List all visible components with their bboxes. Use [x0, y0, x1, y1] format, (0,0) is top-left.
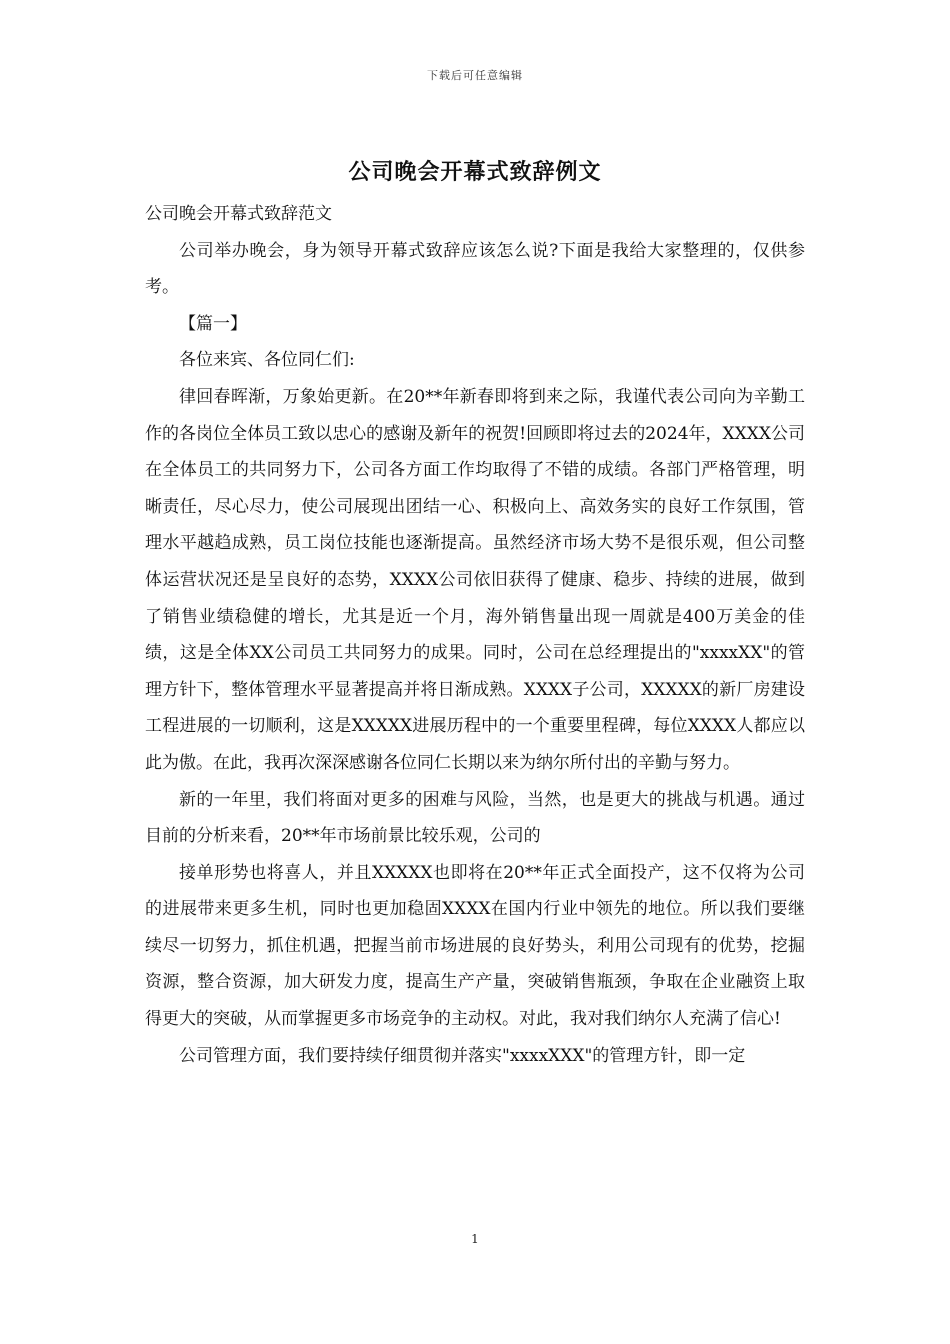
document-title: 公司晚会开幕式致辞例文 — [348, 159, 602, 185]
document-body — [145, 196, 805, 1074]
page-number: 1 — [471, 1232, 479, 1246]
section-heading: 【篇一】 — [179, 313, 247, 334]
page-header-note: 下载后可任意编辑 — [427, 69, 523, 82]
body-paragraph: 新的一年里，我们将面对更多的困难与风险，当然，也是更大的挑战与机遇。通过目前的分析来看，20**年市场前景比较乐观，公司的 — [145, 789, 805, 847]
salutation: 各位来宾、各位同仁们: — [179, 350, 355, 371]
body-paragraph: 接单形势也将喜人，并且XXXXX也即将在20**年正式全面投产，这不仅将为公司的进展带来更多生机，同时也更加稳固XXXX在国内行业中领先的地位。所以我们要继续尽一切努力，抓住机遇，把握当前市场进展的良好势头，利用公司现有的优势，挖掘资源，整合资源，加大研发力度，提高生产产量，突破销售瓶颈，争取在企业融资上取得更大的突破，从而掌握更多市场竞争的主动权。对此，我对我们纳尔人充满了信心! — [145, 862, 805, 1030]
document-subtitle: 公司晚会开幕式致辞范文 — [145, 204, 332, 224]
intro-paragraph: 公司举办晚会，身为领导开幕式致辞应该怎么说?下面是我给大家整理的，仅供参考。 — [145, 240, 805, 298]
body-paragraph: 律回春晖渐，万象始更新。在20**年新春即将到来之际，我谨代表公司向为辛勤工作的各岗位全体员工致以忠心的感谢及新年的祝贺!回顾即将过去的2024年，XXXX公司在全体员工的共同努力下，公司各方面工作均取得了不错的成绩。各部门严格管理，明晰责任，尽心尽力，使公司展现出团结一心、积极向上、高效务实的良好工作氛围，管理水平越趋成熟，员工岗位技能也逐渐提高。虽然经济市场大势不是很乐观，但公司整体运营状况还是呈良好的态势，XXXX公司依旧获得了健康、稳步、持续的进展，做到了销售业绩稳健的增长，尤其是近一个月，海外销售量出现一周就是400万美金的佳绩，这是全体XX公司员工共同努力的成果。同时，公司在总经理提出的"xxxxXX"的管理方针下，整体管理水平显著提高并将日渐成熟。XXXX子公司，XXXXX的新厂房建设工程进展的一切顺利，这是XXXXX进展历程中的一个重要里程碑，每位XXXX人都应以此为傲。在此，我再次深深感谢各位同仁长期以来为纳尔所付出的辛勤与努力。 — [145, 386, 805, 773]
body-paragraph: 公司管理方面，我们要持续仔细贯彻并落实"xxxxXXX"的管理方针，即一定 — [179, 1045, 746, 1066]
